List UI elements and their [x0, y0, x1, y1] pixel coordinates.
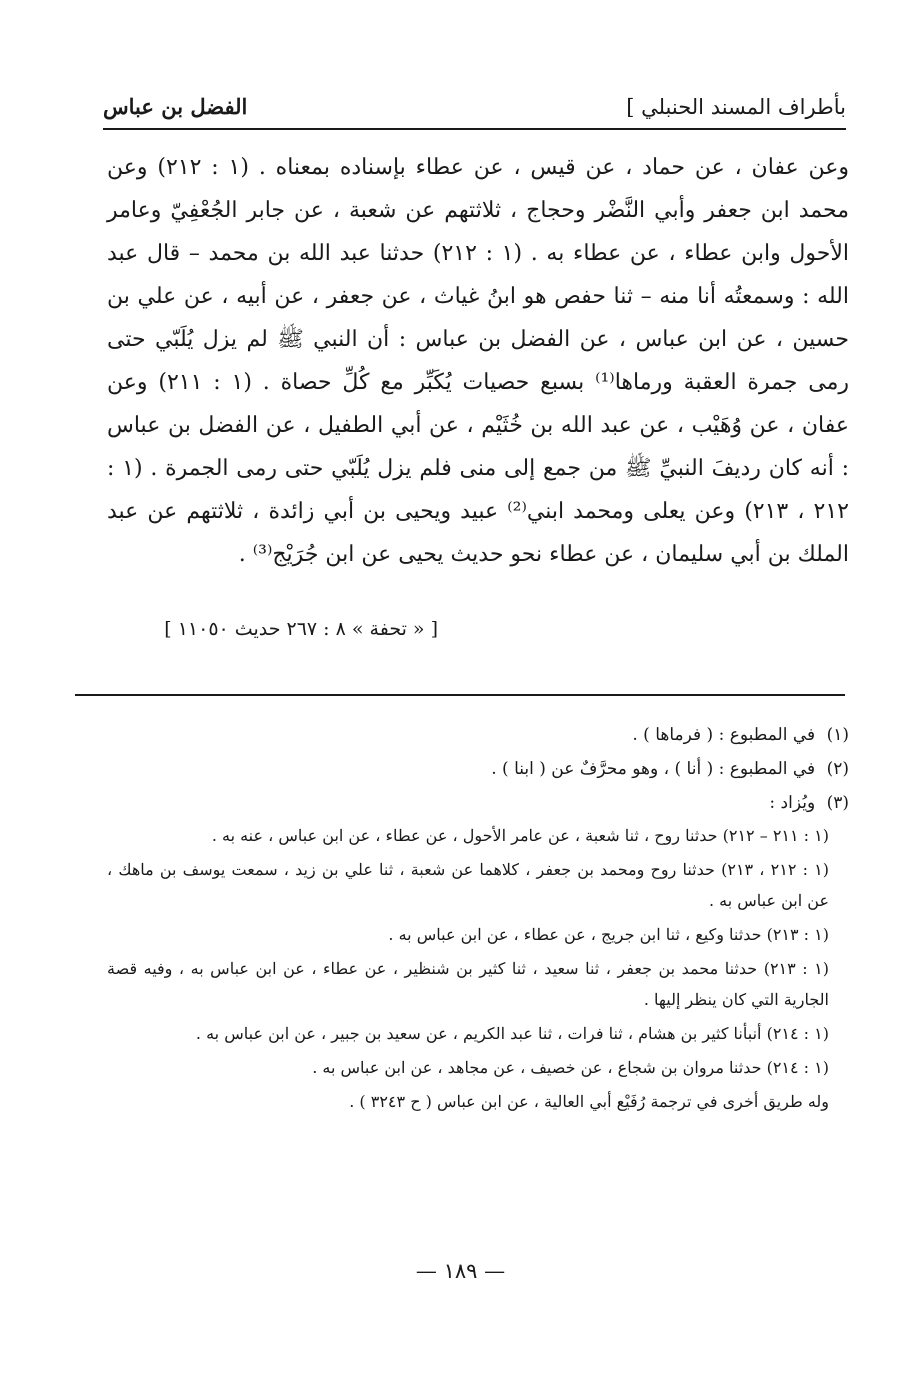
footnote-3-item: (١ : ٢١١ – ٢١٢) حدثنا روح ، ثنا شعبة ، عن عامر الأحول ، عن عطاء ، عن ابن عباس ، عنه به . [211, 826, 829, 845]
page-header [103, 92, 846, 122]
footnote-3-item: (١ : ٢١٣) حدثنا وكيع ، ثنا ابن جريج ، عن عطاء ، عن ابن عباس به . [388, 925, 829, 944]
footnote-3-item: (١ : ٢١٣) حدثنا محمد بن جعفر ، ثنا سعيد ، ثنا كثير بن شنظير ، عن عطاء ، عن ابن عباس به ، وفيه قصة الجارية التي كان ينظر إليها . [107, 959, 830, 1009]
footnote-number: (١) [826, 725, 849, 745]
footnote-2 [107, 752, 849, 786]
hadith-paragraph: وعن عفان ، عن حماد ، عن قيس ، عن عطاء بإسناده بمعناه . (١ : ٢١٢) وعن محمد ابن جعفر وأبي النَّضْر وحجاج ، ثلاثتهم عن شعبة ، عن جابر الجُعْفِيّ وعامر الأحول وابن عطاء ، عن عطاء به . (١ : ٢١٢) حدثنا عبد الله بن محمد – قال عبد الله : وسمعتُه أنا منه – ثنا حفص هو ابنُ غياث ، عن جعفر ، عن أبيه ، عن علي بن حسين ، عن ابن عباس ، عن الفضل بن عباس : أن النبي ﷺ لم يزل يُلَبّي حتى رمى جمرة العقبة ورماها⁽¹⁾ بسبع حصيات يُكَبِّر مع كُلِّ حصاة . (١ : ٢١١) وعن عفان ، عن وُهَيْب ، عن عبد الله بن خُثَيْم ، عن أبي الطفيل ، عن الفضل بن عباس : أنه كان رديفَ النبيِّ ﷺ من جمع إلى منى فلم يزل يُلَبّي حتى رمى الجمرة . (١ : ٢١٢ ، ٢١٣) وعن يعلى ومحمد ابني⁽²⁾ عبيد ويحيى بن أبي زائدة ، ثلاثتهم عن عبد الملك بن أبي سليمان ، عن عطاء نحو حديث يحيى عن ابن جُرَيْج⁽³⁾ . [107, 155, 850, 567]
footnotes [107, 718, 849, 1120]
footnote-number: (٢) [826, 759, 849, 779]
footnote-text: في المطبوع : ( فرماها ) . [632, 725, 816, 745]
page-number: — ١٨٩ — [415, 1259, 506, 1283]
footnote-rule [75, 694, 845, 696]
footnote-number: (٣) [826, 793, 849, 813]
running-title: بأطراف المسند الحنبلي ] [626, 95, 846, 119]
main-text [107, 146, 849, 576]
footnote-3 [107, 786, 849, 820]
footnote-text: في المطبوع : ( أنا ) ، وهو محرَّفٌ عن ( ابنا ) . [491, 759, 816, 779]
section-title: الفضل بن عباس [103, 94, 248, 119]
header-rule [103, 128, 846, 130]
footnote-3-item: (١ : ٢١٤) أنبأنا كثير بن هشام ، ثنا فرات ، ثنا عبد الكريم ، عن سعيد بن جبير ، عن ابن عباس به . [195, 1024, 829, 1043]
footnote-text: ويُزاد : [769, 793, 816, 813]
footnote-3-item: (١ : ٢١٤) حدثنا مروان بن شجاع ، عن خصيف ، عن مجاهد ، عن ابن عباس به . [312, 1058, 829, 1077]
tuhfa-reference: [ « تحفة » ٨ : ٢٦٧ حديث ١١٠٥٠ ] [164, 618, 438, 640]
footnote-3-item: (١ : ٢١٢ ، ٢١٣) حدثنا روح ومحمد بن جعفر ، كلاهما عن شعبة ، ثنا علي بن زيد ، سمعت يوسف بن ماهك ، عن ابن عباس به . [107, 860, 830, 910]
footnote-1 [107, 718, 849, 752]
footnote-3-item: وله طريق أخرى في ترجمة رُفَيْع أبي العالية ، عن ابن عباس ( ح ٣٢٤٣ ) . [349, 1092, 829, 1111]
